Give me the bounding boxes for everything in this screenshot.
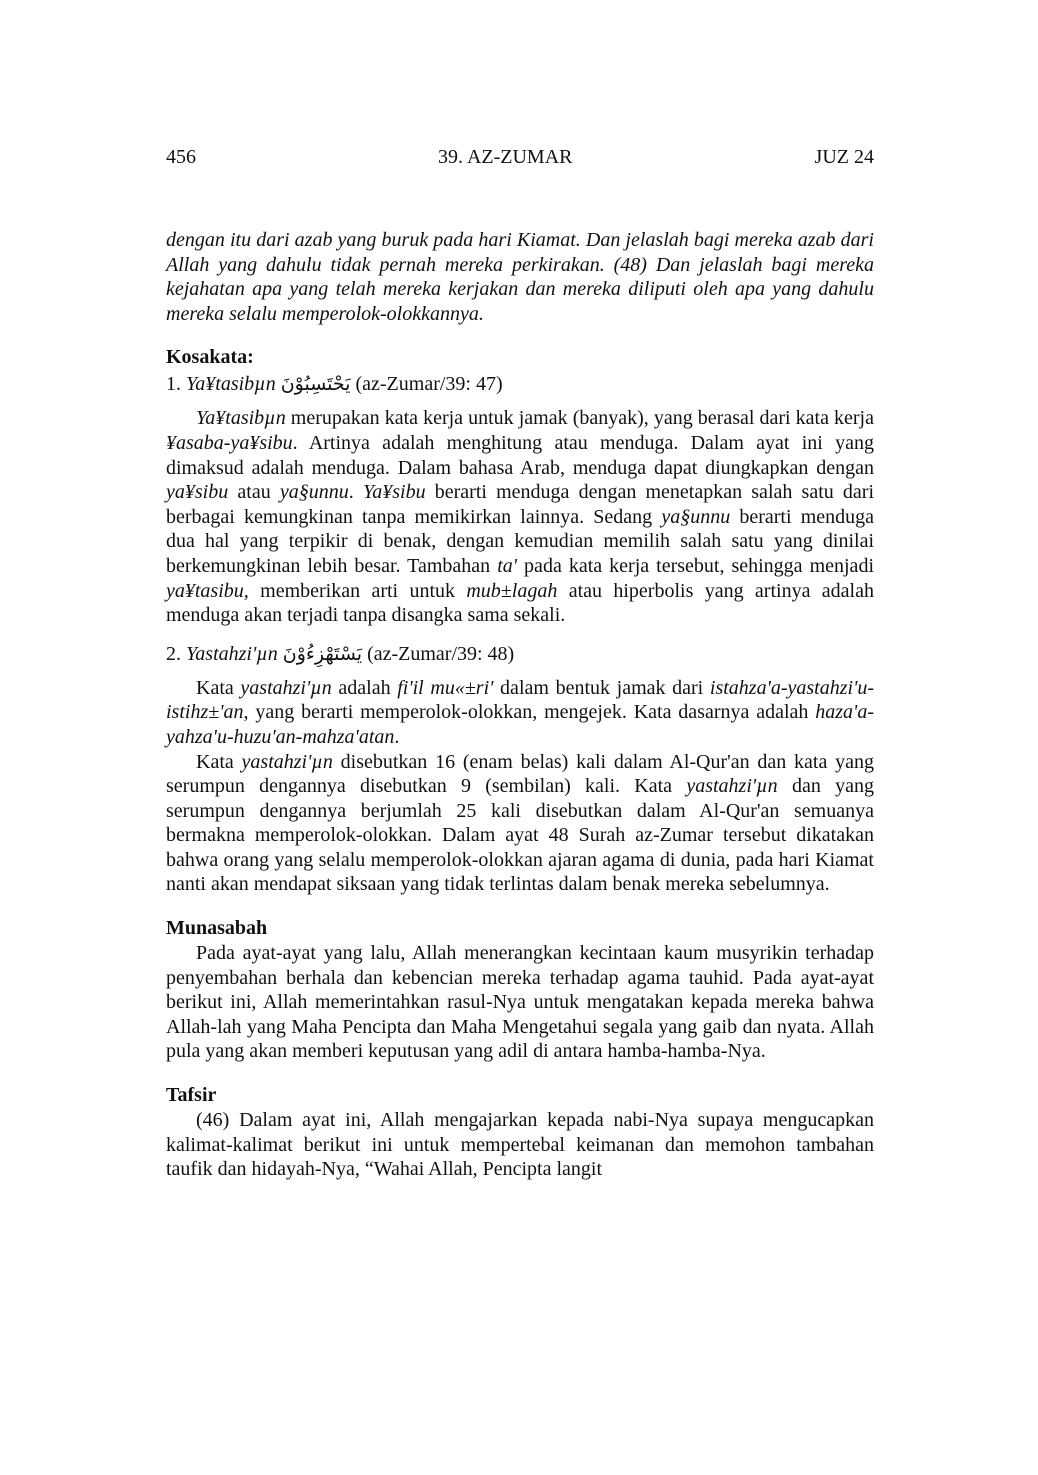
translation-continuation: dengan itu dari azab yang buruk pada hari Kiamat. Dan jelaslah bagi mereka azab dari Allah yang dahulu tidak pernah mereka perkirakan. (48) Dan jelaslah bagi mereka kejahatan apa yang telah mereka kerjakan dan mereka diliputi oleh apa yang dahulu mereka selalu memperolok-olokkannya. bbox=[166, 229, 874, 325]
vocab-entry-2-title bbox=[166, 640, 874, 668]
vocab-entry-2-explanation-1: Kata yastahzi'µn adalah fi'il mu«±ri' dalam bentuk jamak dari istahza'a-yastahzi'u-istihz±'an, yang berarti memperolok-olokkan, mengejek. Kata dasarnya adalah haza'a-yahza'u-huzu'an-mahza'atan. bbox=[166, 676, 875, 748]
tafsir-text: (46) Dalam ayat ini, Allah mengajarkan kepada nabi-Nya supaya mengucapkan kalimat-kalimat berikut ini untuk mempertebal keimanan dan memohon tambahan taufik dan hidayah-Nya, “Wahai Allah, Pencipta langit bbox=[166, 1109, 874, 1181]
vocab-entry-1-arabic: يَحْتَسِبُوْنَ bbox=[280, 373, 351, 396]
vocab-entry-2-term: Yastahzi'µn bbox=[186, 642, 278, 665]
vocab-entry-1-term: Ya¥tasibµn bbox=[186, 373, 276, 396]
page-number: 456 bbox=[166, 146, 196, 168]
running-header bbox=[166, 140, 874, 174]
vocab-entry-1-explanation: Ya¥tasibµn merupakan kata kerja untuk jamak (banyak), yang berasal dari kata kerja ¥asaba-ya¥sibu. Artinya adalah menghitung atau menduga. Dalam ayat ini yang dimaksud adalah menduga. Dalam bahasa Arab, menduga dapat diungkapkan dengan ya¥sibu atau ya§unnu. Ya¥sibu berarti menduga dengan menetapkan salah satu dari berbagai kemungkinan tanpa memikirkan lainnya. Sedang ya§unnu berarti menduga dua hal yang terpikir di benak, dengan kemudian memilih salah satu yang dinilai berkemungkinan lebih besar. Tambahan ta' pada kata kerja tersebut, sehingga menjadi ya¥tasibu, memberikan arti untuk mub±lagah atau hiperbolis yang artinya adalah menduga akan terjadi tanpa disangka sama sekali. bbox=[166, 407, 875, 627]
kosakata-heading: Kosakata: bbox=[166, 346, 254, 369]
surah-title: 39. AZ-ZUMAR bbox=[438, 146, 573, 168]
vocab-entry-1-ref: (az-Zumar/39: 47) bbox=[355, 373, 503, 396]
book-page bbox=[166, 140, 874, 1182]
tafsir-heading: Tafsir bbox=[166, 1084, 217, 1107]
munasabah-text: Pada ayat-ayat yang lalu, Allah menerangkan kecintaan kaum musyrikin terhadap penyembahan berhala dan kebencian mereka terhadap agama tauhid. Pada ayat-ayat berikut ini, Allah memerintahkan rasul-Nya untuk mengatakan kepada mereka bahwa Allah-lah yang Maha Pencipta dan Maha Mengetahui segala yang gaib dan nyata. Allah pula yang akan memberi keputusan yang adil di antara hamba-hamba-Nya. bbox=[166, 942, 874, 1063]
vocab-entry-2-ref: (az-Zumar/39: 48) bbox=[367, 642, 515, 665]
juz-label: JUZ 24 bbox=[814, 146, 874, 168]
vocab-entry-1-title bbox=[166, 370, 874, 398]
munasabah-heading: Munasabah bbox=[166, 917, 268, 940]
vocab-entry-1-number: 1. bbox=[166, 373, 181, 396]
vocab-entry-2-arabic: يَسْتَهْزِءُوْنَ bbox=[282, 642, 363, 665]
page-body bbox=[166, 228, 874, 1182]
vocab-entry-2-explanation-2: Kata yastahzi'µn disebutkan 16 (enam belas) kali dalam Al-Qur'an dan kata yang serumpun dengannya disebutkan 9 (sembilan) kali. Kata yastahzi'µn dan yang serumpun dengannya berjumlah 25 kali disebutkan dalam Al-Qur'an semuanya bermakna memperolok-olokkan. Dalam ayat 48 Surah az-Zumar tersebut dikatakan bahwa orang yang selalu memperolok-olokkan ajaran agama di dunia, pada hari Kiamat nanti akan mendapat siksaan yang tidak terlintas dalam benak mereka sebelumnya. bbox=[166, 750, 874, 896]
vocab-entry-2-number: 2. bbox=[166, 642, 181, 665]
